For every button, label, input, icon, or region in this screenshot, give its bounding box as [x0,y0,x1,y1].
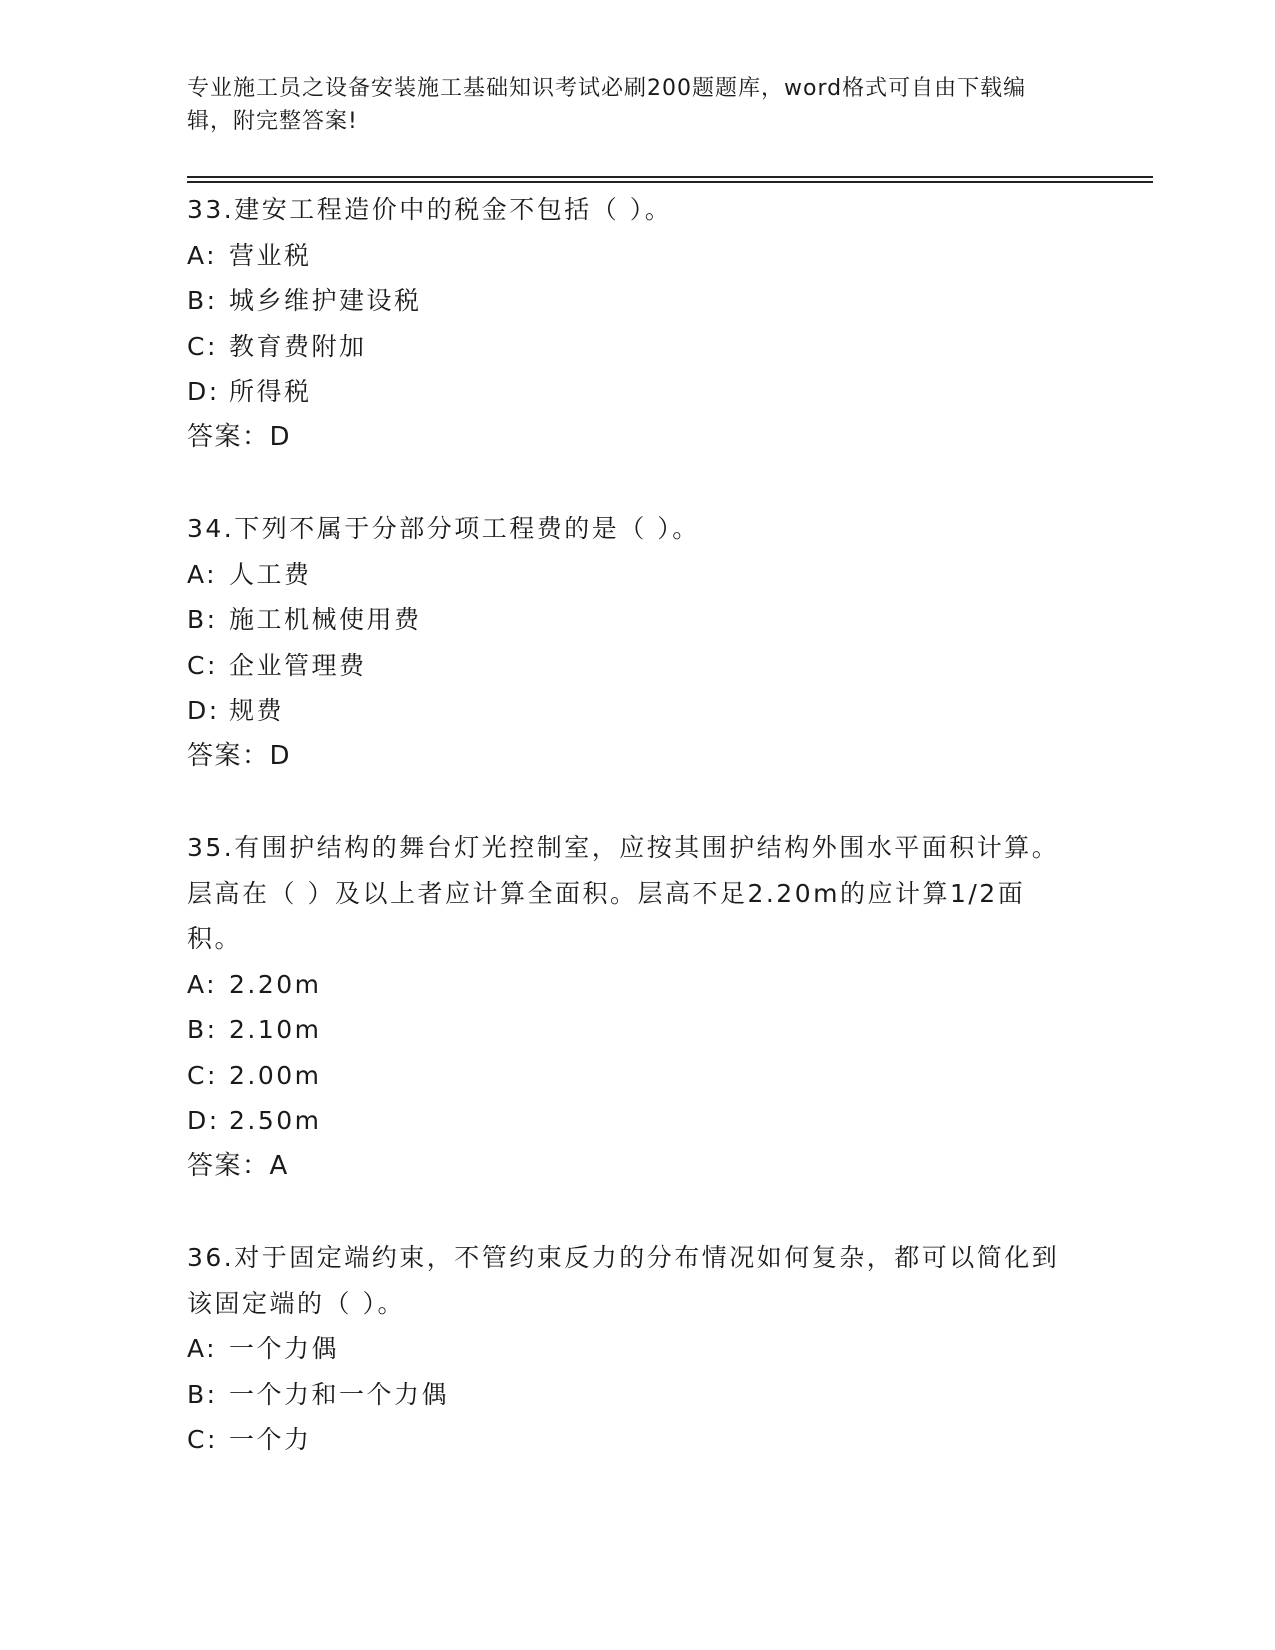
option-text: 企业管理费 [229,650,367,680]
question-36 [187,1235,1067,1463]
question-35 [187,825,1067,1189]
option-text: 城乡维护建设税 [229,286,422,315]
option-letter: A: [187,559,218,589]
option-d [187,1098,1067,1144]
option-b [187,1372,1067,1418]
option-a [187,1326,1067,1372]
header-divider-top [187,176,1153,178]
option-text: 一个力和一个力偶 [229,1379,450,1409]
document-header: 专业施工员之设备安装施工基础知识考试必刷200题题库，word格式可自由下载编辑，附完整答案! [187,76,1027,134]
option-letter: A: [187,1334,218,1363]
option-text: 2.20m [229,969,322,999]
option-text: 2.50m [229,1106,322,1135]
option-text: 一个力 [229,1425,312,1454]
option-letter: B: [187,286,218,315]
option-text: 规费 [229,696,285,725]
option-letter: B: [187,1015,218,1044]
option-text: 营业税 [229,240,312,270]
option-letter: A: [187,240,218,270]
answer-line: 答案：D [187,421,292,452]
question-34 [187,506,1067,779]
answer-line: 答案：D [187,740,292,771]
option-letter: B: [187,605,218,634]
option-letter: C: [187,650,218,680]
header-divider-bottom [187,181,1153,183]
option-d [187,369,1067,415]
option-b [187,1007,1067,1053]
option-a [187,233,1067,279]
option-text: 一个力偶 [229,1334,340,1363]
option-letter: C: [187,331,218,361]
option-letter: D: [187,377,220,406]
option-c [187,1417,1067,1463]
option-letter: C: [187,1425,218,1454]
question-stem: 33.建安工程造价中的税金不包括（ ）。 [187,195,673,224]
option-letter: A: [187,969,218,999]
question-stem: 36.对于固定端约束，不管约束反力的分布情况如何复杂，都可以简化到该固定端的（ ）。 [187,1243,1060,1318]
option-b [187,278,1067,324]
option-a [187,552,1067,598]
option-text: 人工费 [229,559,312,589]
question-stem: 35.有围护结构的舞台灯光控制室，应按其围护结构外围水平面积计算。层高在（ ）及以上者应计算全面积。层高不足2.20m的应计算1/2面积。 [187,833,1060,953]
question-list [187,187,1067,1509]
option-c [187,1053,1067,1099]
option-letter: D: [187,696,220,725]
option-c [187,643,1067,689]
option-text: 2.00m [229,1060,322,1090]
question-33 [187,187,1067,460]
option-text: 2.10m [229,1015,322,1044]
option-d [187,688,1067,734]
option-b [187,597,1067,643]
option-letter: B: [187,1379,218,1409]
option-text: 教育费附加 [229,331,367,361]
option-text: 所得税 [229,377,312,406]
option-letter: C: [187,1060,218,1090]
question-stem: 34.下列不属于分部分项工程费的是（ ）。 [187,514,700,543]
answer-line: 答案：A [187,1150,289,1181]
option-letter: D: [187,1106,220,1135]
option-text: 施工机械使用费 [229,605,422,634]
option-a [187,962,1067,1008]
option-c [187,324,1067,370]
